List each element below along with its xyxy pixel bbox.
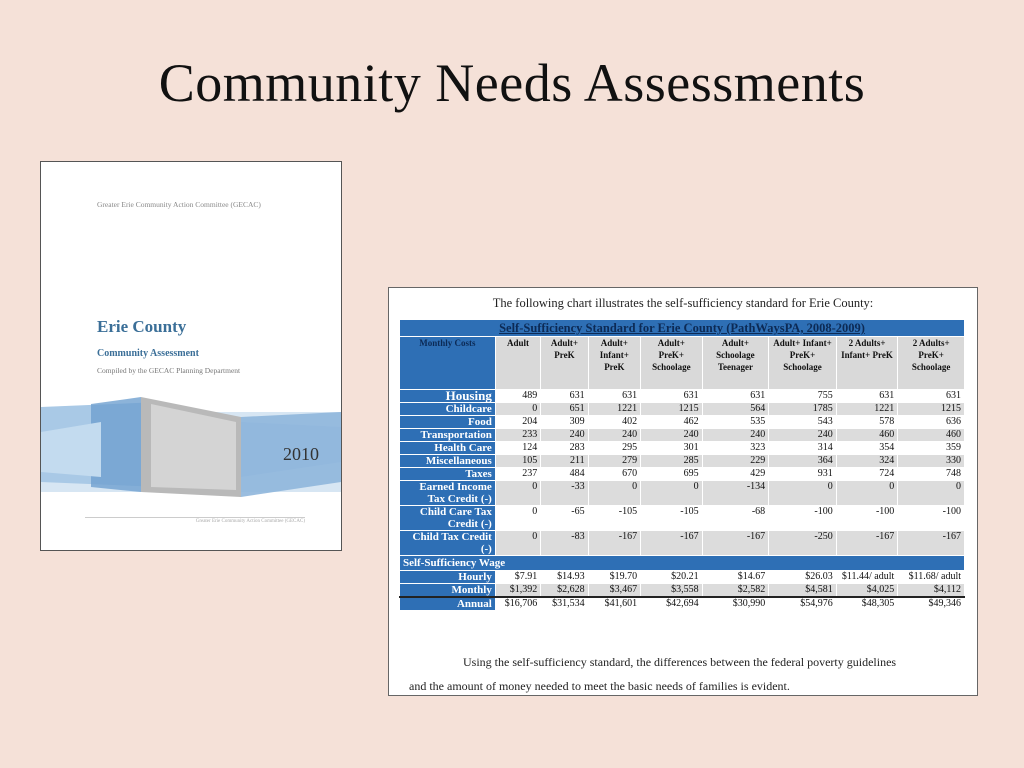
cell-value: 295 (588, 442, 640, 455)
cell-value: 724 (836, 468, 898, 481)
cell-value: $11.68/ adult (898, 571, 965, 584)
cell-value: 564 (702, 403, 769, 416)
cell-value: 283 (541, 442, 588, 455)
cell-value: 748 (898, 468, 965, 481)
row-label: Earned Income Tax Credit (-) (400, 481, 496, 506)
cell-value: 0 (495, 506, 540, 531)
cell-value: 1215 (641, 403, 703, 416)
cell-value: 462 (641, 416, 703, 429)
cell-value: 324 (836, 455, 898, 468)
cell-value: -250 (769, 531, 837, 556)
cover-year: 2010 (283, 444, 319, 464)
cell-value: 0 (836, 481, 898, 506)
cell-value: 631 (898, 390, 965, 403)
cell-value: -83 (541, 531, 588, 556)
cell-value: $2,628 (541, 584, 588, 598)
cell-value: 279 (588, 455, 640, 468)
row-label: Health Care (400, 442, 496, 455)
cell-value: 670 (588, 468, 640, 481)
cell-value: $49,346 (898, 597, 965, 611)
table-row (400, 506, 965, 531)
cover-compiled-by: Compiled by the GECAC Planning Department (97, 366, 241, 375)
cell-value: -100 (769, 506, 837, 531)
cell-value: $14.93 (541, 571, 588, 584)
cell-value: 359 (898, 442, 965, 455)
row-header-label: Monthly Costs (400, 337, 496, 390)
row-label: Childcare (400, 403, 496, 416)
cell-value: 301 (641, 442, 703, 455)
outro-line-2: and the amount of money needed to meet the basic needs of families is evident. (409, 679, 790, 693)
table-row (400, 403, 965, 416)
cell-value: 237 (495, 468, 540, 481)
cell-value: 489 (495, 390, 540, 403)
cell-value: $11.44/ adult (836, 571, 898, 584)
table-header-row (400, 337, 965, 390)
column-header: Adult+ Infant+ PreK (588, 337, 640, 390)
cover-footer: Greater Erie Community Action Committee (GECAC) (195, 519, 305, 524)
cell-value: $4,112 (898, 584, 965, 598)
cell-value: $41,601 (588, 597, 640, 611)
cell-value: 460 (898, 429, 965, 442)
cell-value: $3,467 (588, 584, 640, 598)
table-row (400, 416, 965, 429)
cell-value: 460 (836, 429, 898, 442)
cell-value: -167 (641, 531, 703, 556)
cell-value: 240 (588, 429, 640, 442)
table-title-row (400, 320, 965, 337)
cell-value: 636 (898, 416, 965, 429)
table-row (400, 429, 965, 442)
panel-outro-text (409, 650, 965, 698)
table-title: Self-Sufficiency Standard for Erie County (PathWaysPA, 2008-2009) (400, 320, 965, 337)
column-header: Adult+ PreK+ Schoolage (641, 337, 703, 390)
cell-value: 323 (702, 442, 769, 455)
column-header: Adult (495, 337, 540, 390)
row-label: Housing (400, 390, 496, 403)
cover-organization: Greater Erie Community Action Committee (GECAC) (97, 200, 261, 209)
cell-value: $26.03 (769, 571, 837, 584)
cell-value: 631 (702, 390, 769, 403)
cell-value: 543 (769, 416, 837, 429)
section-row (400, 556, 965, 571)
cell-value: $42,694 (641, 597, 703, 611)
row-label: Annual (400, 597, 496, 611)
cell-value: 1221 (588, 403, 640, 416)
table-row (400, 468, 965, 481)
cell-value: 240 (702, 429, 769, 442)
cell-value: 695 (641, 468, 703, 481)
cell-value: 285 (641, 455, 703, 468)
row-label: Hourly (400, 571, 496, 584)
cell-value: 0 (588, 481, 640, 506)
table-row (400, 455, 965, 468)
cell-value: 364 (769, 455, 837, 468)
column-header: Adult+ Infant+ PreK+ Schoolage (769, 337, 837, 390)
cell-value: 0 (769, 481, 837, 506)
slide-title: Community Needs Assessments (158, 53, 866, 113)
cell-value: -33 (541, 481, 588, 506)
table-row (400, 481, 965, 506)
column-header: Adult+ PreK (541, 337, 588, 390)
cell-value: 240 (641, 429, 703, 442)
cell-value: 309 (541, 416, 588, 429)
section-label: Self-Sufficiency Wage (400, 556, 965, 571)
cell-value: -100 (836, 506, 898, 531)
row-label: Child Care Tax Credit (-) (400, 506, 496, 531)
cell-value: 233 (495, 429, 540, 442)
row-label: Monthly (400, 584, 496, 598)
cell-value: 240 (541, 429, 588, 442)
cell-value: 578 (836, 416, 898, 429)
cell-value: $54,976 (769, 597, 837, 611)
cell-value: -134 (702, 481, 769, 506)
cell-value: 204 (495, 416, 540, 429)
cell-value: 124 (495, 442, 540, 455)
cell-value: $7.91 (495, 571, 540, 584)
cell-value: 0 (641, 481, 703, 506)
panel-intro-text: The following chart illustrates the self-sufficiency standard for Erie County: (492, 296, 874, 310)
cell-value: -105 (588, 506, 640, 531)
report-cover-image (40, 161, 342, 551)
self-sufficiency-panel (388, 287, 978, 696)
column-header: Adult+ Schoolage Teenager (702, 337, 769, 390)
cell-value: 1215 (898, 403, 965, 416)
row-label: Taxes (400, 468, 496, 481)
cell-value: $19.70 (588, 571, 640, 584)
cell-value: 755 (769, 390, 837, 403)
cell-value: $16,706 (495, 597, 540, 611)
cover-subtitle: Community Assessment (97, 348, 199, 359)
column-header: 2 Adults+ Infant+ PreK (836, 337, 898, 390)
cell-value: 402 (588, 416, 640, 429)
cell-value: $1,392 (495, 584, 540, 598)
cell-value: 484 (541, 468, 588, 481)
cell-value: 429 (702, 468, 769, 481)
cell-value: $20.21 (641, 571, 703, 584)
row-label: Miscellaneous (400, 455, 496, 468)
row-label: Child Tax Credit (-) (400, 531, 496, 556)
cell-value: -105 (641, 506, 703, 531)
cell-value: 314 (769, 442, 837, 455)
cell-value: $3,558 (641, 584, 703, 598)
cell-value: -167 (836, 531, 898, 556)
cell-value: $14.67 (702, 571, 769, 584)
table-row (400, 442, 965, 455)
cell-value: 931 (769, 468, 837, 481)
cell-value: 229 (702, 455, 769, 468)
cell-value: -65 (541, 506, 588, 531)
wage-row (400, 597, 965, 611)
cell-value: $48,305 (836, 597, 898, 611)
cell-value: 105 (495, 455, 540, 468)
wage-row (400, 584, 965, 598)
outro-line-1: Using the self-sufficiency standard, the differences between the federal poverty guidelines (463, 655, 897, 669)
cell-value: 631 (588, 390, 640, 403)
row-label: Transportation (400, 429, 496, 442)
table-row (400, 390, 965, 403)
cell-value: 0 (495, 403, 540, 416)
cell-value: 631 (541, 390, 588, 403)
cell-value: -167 (588, 531, 640, 556)
cell-value: $4,025 (836, 584, 898, 598)
cell-value: 0 (495, 531, 540, 556)
cell-value: 0 (898, 481, 965, 506)
cell-value: $2,582 (702, 584, 769, 598)
cell-value: -167 (702, 531, 769, 556)
column-header: 2 Adults+ PreK+ Schoolage (898, 337, 965, 390)
row-label: Food (400, 416, 496, 429)
cell-value: $30,990 (702, 597, 769, 611)
cell-value: 535 (702, 416, 769, 429)
cover-county-title: Erie County (97, 317, 187, 336)
cell-value: 211 (541, 455, 588, 468)
cell-value: 0 (495, 481, 540, 506)
cell-value: 631 (641, 390, 703, 403)
cell-value: 651 (541, 403, 588, 416)
cell-value: 631 (836, 390, 898, 403)
cell-value: 240 (769, 429, 837, 442)
cell-value: 330 (898, 455, 965, 468)
cell-value: 1785 (769, 403, 837, 416)
cover-divider (85, 517, 305, 518)
cell-value: $31,534 (541, 597, 588, 611)
self-sufficiency-table (399, 319, 965, 611)
cell-value: -167 (898, 531, 965, 556)
cell-value: $4,581 (769, 584, 837, 598)
wage-row (400, 571, 965, 584)
cell-value: -100 (898, 506, 965, 531)
table-row (400, 531, 965, 556)
cell-value: 354 (836, 442, 898, 455)
cell-value: 1221 (836, 403, 898, 416)
cell-value: -68 (702, 506, 769, 531)
